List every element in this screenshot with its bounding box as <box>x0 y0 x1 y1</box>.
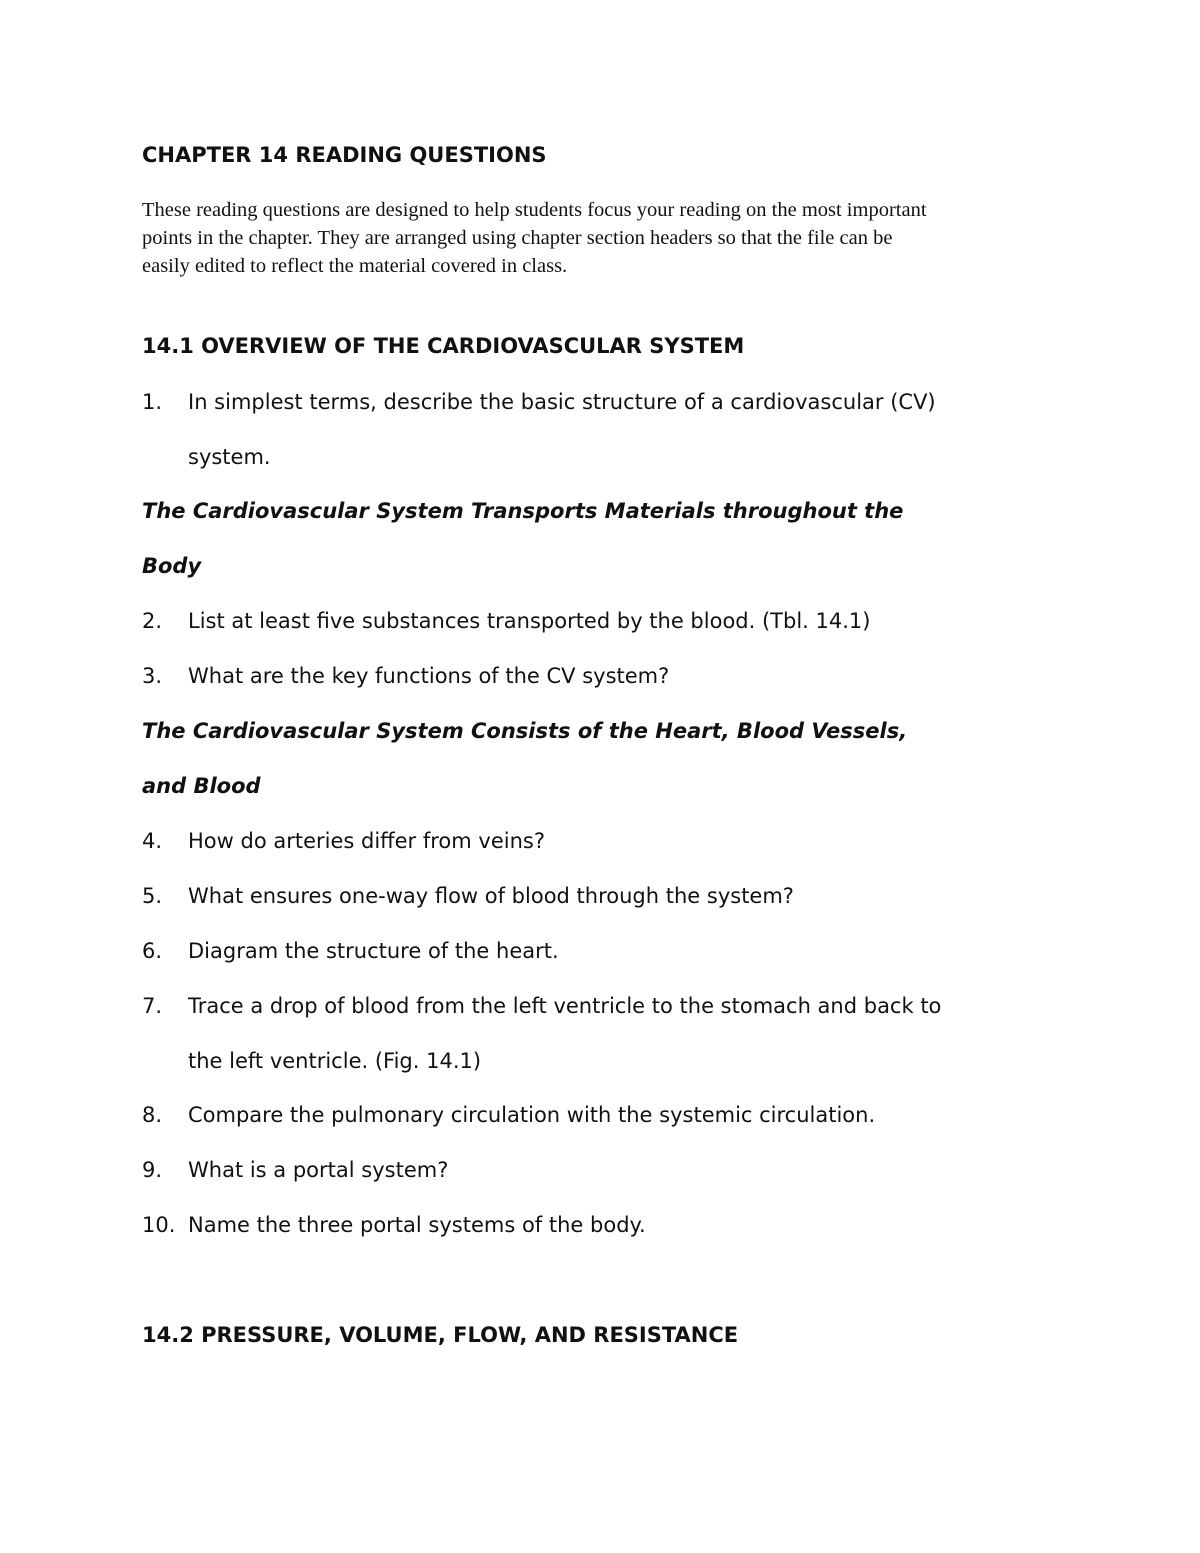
question-number: 7. <box>142 994 163 1018</box>
question-item <box>142 826 1062 856</box>
question-text: What are the key functions of the CV system? <box>188 664 670 688</box>
question-text: List at least five substances transported by the blood. (Tbl. 14.1) <box>188 609 871 633</box>
intro-line: These reading questions are designed to help students focus your reading on the most important <box>142 199 927 221</box>
question-number: 4. <box>142 829 163 853</box>
question-text: What ensures one-way flow of blood through the system? <box>188 884 794 908</box>
question-text: Diagram the structure of the heart. <box>188 939 559 963</box>
question-number: 2. <box>142 609 163 633</box>
question-item <box>142 387 1062 472</box>
question-number: 5. <box>142 884 163 908</box>
subsection-heading-continued: Body <box>142 554 202 578</box>
section-heading-14-2: 14.2 PRESSURE, VOLUME, FLOW, AND RESISTANCE <box>142 1323 739 1347</box>
section-heading-14-1: 14.1 OVERVIEW OF THE CARDIOVASCULAR SYSTEM <box>142 334 745 358</box>
question-item <box>142 1100 1062 1130</box>
question-item <box>142 606 1062 636</box>
question-item <box>142 991 1062 1076</box>
intro-line: points in the chapter. They are arranged using chapter section headers so that the file can be <box>142 227 893 249</box>
question-text-continued: system. <box>188 445 271 469</box>
intro-line: easily edited to reflect the material covered in class. <box>142 255 568 277</box>
intro-paragraph <box>142 196 1052 280</box>
question-number: 8. <box>142 1103 163 1127</box>
question-text: How do arteries differ from veins? <box>188 829 545 853</box>
question-text: In simplest terms, describe the basic structure of a cardiovascular (CV) <box>188 390 936 414</box>
question-text: Trace a drop of blood from the left ventricle to the stomach and back to <box>188 994 942 1018</box>
question-text: Name the three portal systems of the body. <box>188 1213 646 1237</box>
question-item <box>142 1210 1062 1240</box>
question-item <box>142 661 1062 691</box>
subsection-heading: The Cardiovascular System Transports Materials throughout the <box>142 499 904 523</box>
subsection-heading-continued: and Blood <box>142 774 261 798</box>
question-number: 6. <box>142 939 163 963</box>
question-text: Compare the pulmonary circulation with the systemic circulation. <box>188 1103 876 1127</box>
question-number: 3. <box>142 664 163 688</box>
question-item <box>142 936 1062 966</box>
question-number: 10. <box>142 1213 176 1237</box>
question-item <box>142 1155 1062 1185</box>
question-number: 1. <box>142 390 163 414</box>
document-page <box>142 0 1062 1553</box>
question-item <box>142 881 1062 911</box>
question-text: What is a portal system? <box>188 1158 449 1182</box>
subsection-heading: The Cardiovascular System Consists of the Heart, Blood Vessels, <box>142 719 908 743</box>
question-number: 9. <box>142 1158 163 1182</box>
document-title: CHAPTER 14 READING QUESTIONS <box>142 143 547 167</box>
question-text-continued: the left ventricle. (Fig. 14.1) <box>188 1049 482 1073</box>
